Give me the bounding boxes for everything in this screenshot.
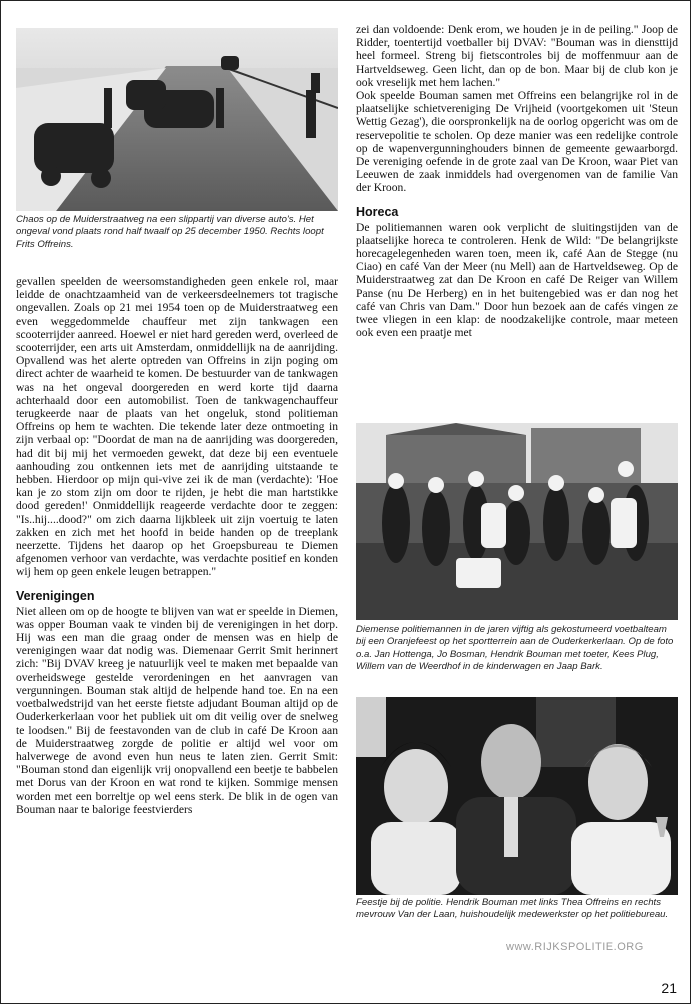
right-column: [356, 23, 678, 339]
paragraph: De politiemannen waren ook verplicht de sluitingstijden van de plaatselijke horeca te controleren. Henk de Wild: "De belangrijkste horecagelegenheden waren toen, meen ik, café Aan de Stegge (nu Ciao) en café Van der Meer (nu Mell) aan de Hartveldseweg. Op de Muiderstraatweg zat dan De Kroon en café De Reiger van Willem Panse (nu De Herberg) en in het buitengebied was er dan nog het café van Chris van Dam." Door hun bezoek aan de cafés vingen ze twee vliegen in een klap: de noodzakelijke controle, maar meteen ook even een praatje met: [356, 220, 678, 340]
photo-caption: Diemense politiemannen in de jaren vijftig als gekostumeerd voetbalteam bij een Oranjefeest op het sportterrein aan de Ouderkerkerlaan. Op de foto o.a. Jan Hottenga, Jo Bosman, Hendrik Bouman met toeter, Kees Plug, Willem van de Weerdhof in de kinderwagen en Jaap Bark.: [356, 624, 674, 673]
paragraph: Niet alleen om op de hoogte te blijven van wat er speelde in Diemen, was opper Bouman vaak te vinden bij de verenigingen in het dorp. Hij was een man die graag onder de mensen was en hielp de verenigingen waar dat nodig was. Diemenaar Gerrit Smit herinnert zich: "Bij DVAV kreeg je natuurlijk veel te maken met bepaalde van overheidswege gestelde verordeningen en het aanvragen van vergunningen. Bouman stak altijd de helpende hand toe. En na een voetbalwedstrijd van het eerste fietste adjudant Bouman altijd op de Ouderkerkerlaan voor het publiek uit om dit veilig over de snelweg te loodsen." Bij de feestavonden van de club in café De Kroon aan de Muiderstraatweg zorgde de politie er altijd wel voor om halverwege de avond even hun neus te laten zien. Gerrit Smit: "Bouman stond dan eigenlijk vrij onopvallend een beetje te babbelen met Dorus van der Kroon en wat rond te kijken. Sommige mensen worden met een borreltje op wel eens sterk. De blik in de ogen van Bouman naar te balorige feestvierders: [16, 604, 338, 816]
watermark: www.RIJKSPOLITIE.ORG: [506, 941, 644, 953]
paragraph: Ook speelde Bouman samen met Offreins een belangrijke rol in de plaatselijke schietvereniging De Vrijheid (voortgekomen uit 'Steun Wettig Gezag'), die oorspronkelijk na de oorlog opgericht was om de reservepolitie te scholen. Op deze manier was een redelijke controle op de wapenvergunninghouders binnen de gemeente gewaarborgd. De vereniging oefende in de grote zaal van De Kroon, waar Piet van Leeuwen de zaak inmiddels had overgenomen van de familie Van der Kroon.: [356, 89, 678, 195]
section-heading: Horeca: [356, 204, 399, 219]
party-photo: [356, 697, 678, 895]
accident-photo: [16, 28, 338, 211]
photo-caption: Feestje bij de politie. Hendrik Bouman met links Thea Offreins en rechts mevrouw Van der Laan, huishoudelijk medewerkster op het politiebureau.: [356, 897, 669, 921]
photo-caption: Chaos op de Muiderstraatweg na een slippartij van diverse auto's. Het ongeval vond plaats rond half twaalf op 25 december 1950. Rechts loopt Frits Offreins.: [16, 214, 324, 250]
paragraph: gevallen speelden de weersomstandigheden geen enkele rol, maar leidde de onachtzaamheid van de verkeersdeelnemers tot tragische ongevallen. Zoals op 21 mei 1954 toen op de Muiderstraatweg een even weggedommelde chauffeur met zijn tankwagen een scooterrijder aanreed. Hoewel er niet hard gereden werd, overleed de scooterrijder, een arts uit Amsterdam, onmiddellijk na de aanrijding. Opvallend was het alerte optreden van Offreins in zijn poging om direct achter de waarheid te komen. De bestuurder van de tankwagen was na het ongeval doorgereden en werd korte tijd daarna achterhaald door een automobilist. Toen de tankwagenchauffeur terugkeerde naar de plaats van het ongeluk, stond politieman Offreins op hem te wachten. Die tekende later deze ontmoeting in zijn verbaal op: "Doordat de man na de aanrijding was doorgereden, had dit bij mij het vermoeden gewekt, dat deze bij een eventuele aanhouding zou ontkennen iets met de aanrijding uitstaande te hebben. Hierdoor op mijn qui-vive zei ik de man (verdachte): 'Hoe kan je zo stom zijn om door te rijden, je hebt die man hartstikke dood gereden!' Onmiddellijk reageerde verdachte door te zeggen: "Is..hij....dood?" om zich daarna lijkbleek uit zijn voertuig te laten zakken en zich met het hoofd in beide handen op de treeplank neerzette. Tijdens het daarop op het Groepsbureau te Diemen afgenomen verhoor van verdachte, was verdachte positief en konden wij hem op geen enkele leugen betrappen.": [16, 275, 338, 579]
page-number: 21: [661, 980, 677, 996]
section-heading: Verenigingen: [16, 588, 95, 603]
paragraph: zei dan voldoende: Denk erom, we houden je in de peiling." Joop de Ridder, toentertijd voetballer bij DVAV: "Bouman was in diensttijd heel formeel. Streng bij fietscontroles bij de moffenmuur aan de Hartveldseweg. Geen licht, dan op de bon. Maar bij de club kon je ook vreselijk met hem lachen.": [356, 23, 678, 89]
left-column: [16, 275, 338, 816]
costumed-team-photo: [356, 423, 678, 620]
